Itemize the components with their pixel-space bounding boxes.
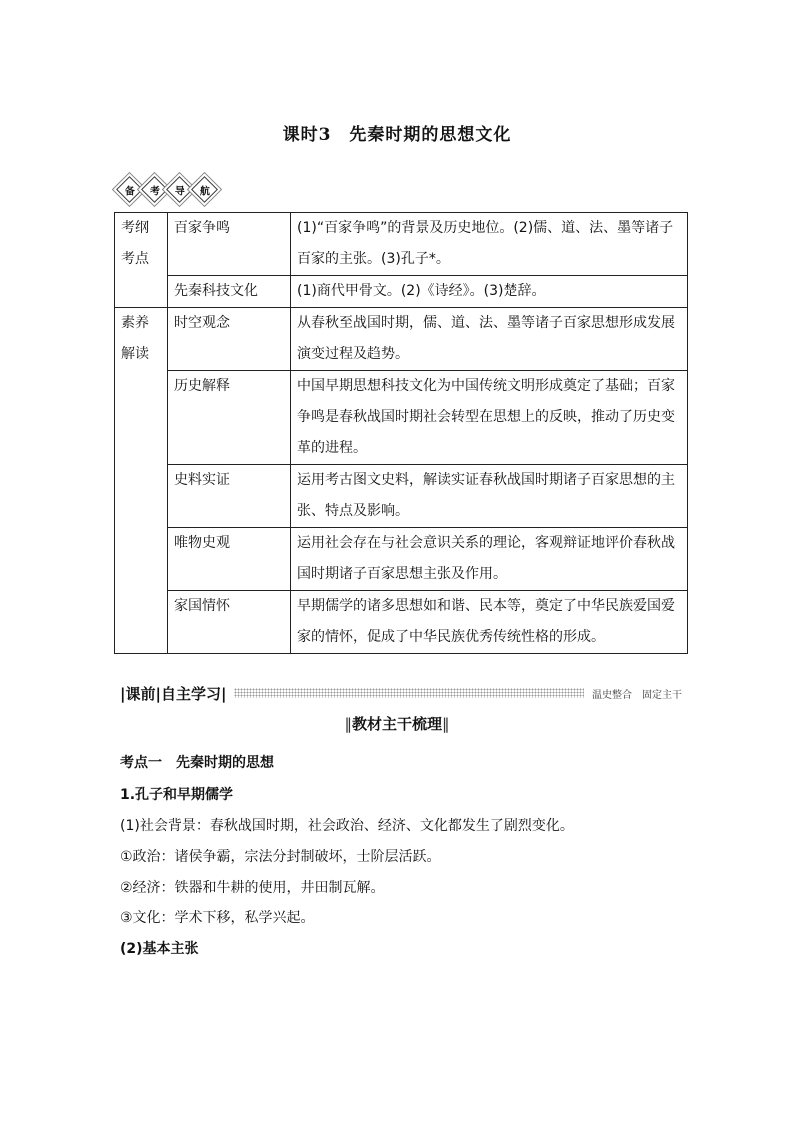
badge-char: 备 [116,176,143,203]
badge-char: 导 [166,176,193,203]
row-content: (1)商代甲骨文。(2)《诗经》。(3)楚辞。 [291,276,688,308]
table-row [115,528,688,591]
table-row [115,276,688,308]
table-row [115,213,688,276]
row-item-label: 唯物史观 [168,528,291,591]
badge-char: 航 [191,176,218,203]
row-content: 运用考古图文史料，解读实证春秋战国时期诸子百家思想的主张、特点及影响。 [291,465,688,528]
row-group-label: 素养 解读 [115,308,168,654]
row-content: 运用社会存在与社会意识关系的理论，客观辩证地评价春秋战国时期诸子百家思想主张及作用。 [291,528,688,591]
body-line: ③文化：学术下移，私学兴起。 [120,910,315,926]
row-content: 早期儒学的诸多思想如和谐、民本等，奠定了中华民族爱国爱家的情怀，促成了中华民族优秀传统性格的形成。 [291,591,688,654]
body-line: ①政治：诸侯争霸，宗法分封制破坏，士阶层活跃。 [120,849,441,865]
point-heading: 1.孔子和早期儒学 [120,787,234,803]
point-subheading: (2)基本主张 [120,941,199,957]
section-tagline: 温史整合 固定主干 [592,689,682,701]
row-content: (1)“百家争鸣”的背景及历史地位。(2)儒、道、法、墨等诸子百家的主张。(3)孔子*。 [291,213,688,276]
row-item-label: 先秦科技文化 [168,276,291,308]
lesson-topic: 先秦时期的思想文化 [349,125,512,145]
subsection-title: 教材主干梳理 [351,715,442,733]
lesson-number: 课时3 [282,125,332,145]
row-item-label: 时空观念 [168,308,291,371]
lesson-title [0,120,794,145]
table-row [115,308,688,371]
subsection-heading [0,713,794,734]
heading-bar-left: ‖ [344,715,352,733]
body-line: (1)社会背景：春秋战国时期，社会政治、经济、文化都发生了剧烈变化。 [120,818,574,834]
row-item-label: 历史解释 [168,371,291,465]
table-row [115,371,688,465]
badge-char: 考 [141,176,168,203]
heading-bar-right: ‖ [442,715,450,733]
section-label: |课前|自主学习| [120,684,227,703]
row-group-label: 考纲 考点 [115,213,168,308]
exam-guide-table [114,212,688,654]
row-content: 从春秋至战国时期，儒、道、法、墨等诸子百家思想形成发展演变过程及趋势。 [291,308,688,371]
row-content: 中国早期思想科技文化为中国传统文明形成奠定了基础；百家争鸣是春秋战国时期社会转型在思想上的反映，推动了历史变革的进程。 [291,371,688,465]
exam-guide-badge [120,176,220,202]
row-item-label: 家国情怀 [168,591,291,654]
row-item-label: 百家争鸣 [168,213,291,276]
dotted-divider [234,688,584,698]
table-row [115,591,688,654]
topic-heading: 考点一 先秦时期的思想 [120,755,274,771]
body-line: ②经济：铁器和牛耕的使用，井田制瓦解。 [120,880,385,896]
table-row [115,465,688,528]
row-item-label: 史料实证 [168,465,291,528]
section-header-bar [120,684,682,702]
